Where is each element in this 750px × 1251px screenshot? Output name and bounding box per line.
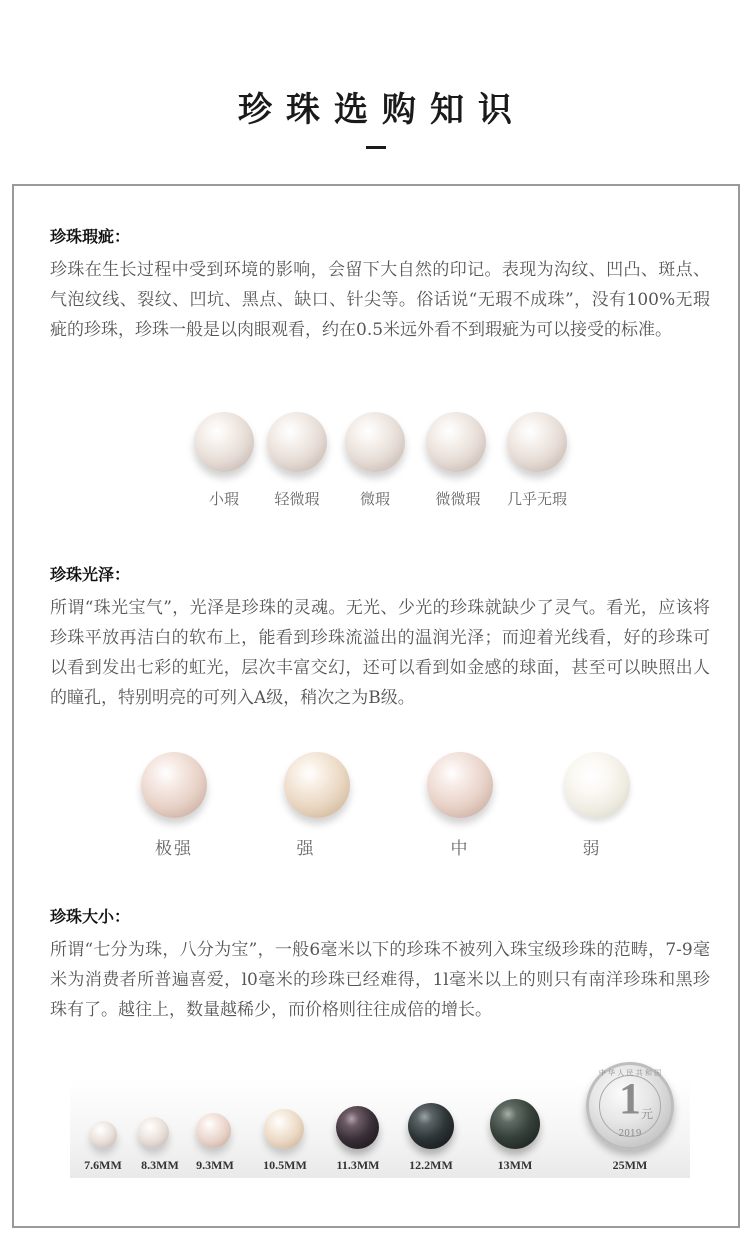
pearl-image-small-blemish [194, 412, 254, 472]
pearl-image-luster-very-strong [141, 752, 207, 818]
pearl-image-7-6mm [90, 1121, 117, 1148]
coin-denomination: 1 [619, 1074, 641, 1123]
luster-label: 弱 [582, 839, 602, 859]
pearl-image-9-3mm [196, 1113, 231, 1148]
luster-label: 强 [296, 839, 316, 859]
size-label: 25MM [612, 1158, 648, 1172]
section-heading-blemish: 珍珠瑕疵： [50, 227, 131, 246]
luster-label: 中 [450, 839, 470, 859]
coin-top-text: 中 华 人 民 共 和 国 [598, 1069, 662, 1077]
blemish-label: 小瑕 [208, 490, 239, 508]
luster-label: 极强 [155, 839, 193, 859]
pearl-image-8-3mm [138, 1117, 169, 1148]
size-label: 7.6MM [84, 1158, 122, 1172]
section-body-size: 所谓“七分为珠，八分为宝”，一般6毫米以下的珍珠不被列入珠宝级珍珠的范畴，7-9毫米为消费者所普遍喜爱，l0毫米的珍珠已经难得，1l毫米以上的则只有南洋珍珠和黑珍珠有了。越往上，数量越稀少，而价格则往往成倍的增长。 [50, 940, 710, 1020]
blemish-label: 微微瑕 [435, 490, 481, 508]
section-heading-luster: 珍珠光泽： [50, 565, 131, 584]
pearl-image-13mm [490, 1099, 540, 1149]
coin-image-25mm [586, 1062, 674, 1150]
section-body-luster: 所谓“珠光宝气”，光泽是珍珠的灵魂。无光、少光的珍珠就缺少了灵气。看光，应该将珍珠平放再洁白的软布上，能看到珍珠流溢出的温润光泽；而迎着光线看，好的珍珠可以看到发出七彩的虹光，层次丰富交幻，还可以看到如金感的球面，甚至可以映照出人的瞳孔，特别明亮的可列入A级，稍次之为B级。 [50, 598, 710, 708]
blemish-label: 几乎无瑕 [506, 490, 567, 508]
pearl-image-luster-medium [427, 752, 493, 818]
size-label: 8.3MM [141, 1158, 179, 1172]
size-label: 13MM [497, 1158, 533, 1172]
size-label: 10.5MM [263, 1158, 307, 1172]
pearl-image-luster-strong [284, 752, 350, 818]
pearl-image-slight-blemish [345, 412, 405, 472]
section-body-blemish: 珍珠在生长过程中受到环境的影响，会留下大自然的印记。表现为沟纹、凹凸、斑点、气泡纹线、裂纹、凹坑、黑点、缺口、针尖等。俗话说“无瑕不成珠”，没有100%无瑕疵的珍珠，珍珠一般是以肉眼观看，约在0.5米远外看不到瑕疵为可以接受的标准。 [50, 260, 710, 340]
pearl-image-light-blemish [267, 412, 327, 472]
coin-unit: 元 [641, 1107, 654, 1121]
section-heading-size: 珍珠大小： [50, 907, 131, 926]
pearl-image-luster-weak [564, 752, 630, 818]
size-label: 11.3MM [336, 1158, 380, 1172]
size-label: 12.2MM [409, 1158, 453, 1172]
page-title: 珍珠选购知识 [238, 90, 526, 130]
coin-year: 2019 [618, 1129, 642, 1139]
pearl-image-11-3mm [336, 1106, 379, 1149]
size-label: 9.3MM [196, 1158, 234, 1172]
title-underline [366, 146, 386, 149]
pearl-image-10-5mm [264, 1109, 304, 1149]
blemish-label: 轻微瑕 [274, 490, 320, 508]
pearl-image-12-2mm [408, 1103, 454, 1149]
blemish-label: 微瑕 [359, 490, 390, 508]
pearl-image-nearly-flawless [507, 412, 567, 472]
pearl-image-very-slight-blemish [426, 412, 486, 472]
